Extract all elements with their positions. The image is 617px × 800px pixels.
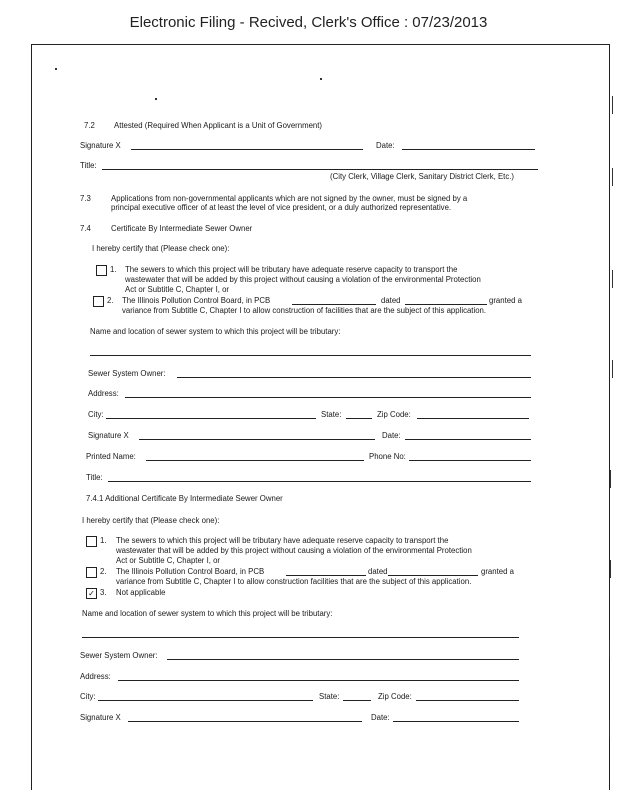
section-7-4-heading: Certificate By Intermediate Sewer Owner bbox=[111, 224, 253, 233]
section-7-3-text-line: principal executive officer of at least the level of vice president, or a duly authorized representative. bbox=[111, 203, 452, 212]
city-label: City: bbox=[80, 692, 96, 701]
certify-instruction: I hereby certify that (Please check one): bbox=[92, 244, 230, 253]
scan-mark bbox=[612, 270, 613, 288]
option-2-text: The Illinois Pollution Control Board, in PCB bbox=[116, 567, 265, 576]
date-line[interactable] bbox=[402, 149, 535, 150]
option-1-text-line: Act or Subtitle C, Chapter I, or bbox=[116, 556, 221, 565]
city-label: City: bbox=[88, 410, 104, 419]
option-3-checkbox[interactable]: ✓ bbox=[86, 588, 97, 599]
date-label: Date: bbox=[371, 713, 390, 722]
phone-label: Phone No: bbox=[369, 452, 406, 461]
option-1-number: 1. bbox=[110, 265, 117, 274]
pcb-date-line[interactable] bbox=[405, 304, 487, 305]
zip-line[interactable] bbox=[417, 418, 529, 419]
signature-label: Signature X bbox=[80, 141, 121, 150]
option-1-text-line: wastewater that will be added by this project without causing a violation of the environmental Protection bbox=[116, 546, 472, 555]
granted-label: granted a bbox=[489, 296, 522, 305]
scan-mark bbox=[612, 168, 613, 186]
option-2-text-line: variance from Subtitle C, Chapter I to allow construction of facilities that are the subject of this application. bbox=[122, 306, 487, 315]
zip-line[interactable] bbox=[416, 700, 519, 701]
sewer-owner-label: Sewer System Owner: bbox=[80, 651, 158, 660]
section-7-2-number: 7.2 bbox=[84, 121, 95, 130]
state-line[interactable] bbox=[343, 700, 371, 701]
pcb-number-line[interactable] bbox=[286, 575, 366, 576]
phone-line[interactable] bbox=[409, 460, 531, 461]
title-label: Title: bbox=[86, 473, 103, 482]
pcb-number-line[interactable] bbox=[292, 304, 376, 305]
option-2-number: 2. bbox=[100, 567, 107, 576]
section-7-2-heading: Attested (Required When Applicant is a Unit of Government) bbox=[114, 121, 323, 130]
option-2-checkbox[interactable] bbox=[86, 567, 97, 578]
date-label: Date: bbox=[382, 431, 401, 440]
signature-label: Signature X bbox=[80, 713, 121, 722]
name-location-line[interactable] bbox=[90, 355, 531, 356]
date-label: Date: bbox=[376, 141, 395, 150]
section-7-3-number: 7.3 bbox=[80, 194, 91, 203]
date-line[interactable] bbox=[393, 721, 519, 722]
option-2-text-line: variance from Subtitle C, Chapter I to allow construction facilities that are the subject of this application. bbox=[116, 577, 472, 586]
title-note: (City Clerk, Village Clerk, Sanitary District Clerk, Etc.) bbox=[330, 172, 514, 181]
option-1-text-line: Act or Subtitle C, Chapter I, or bbox=[125, 285, 230, 294]
option-1-text-line: The sewers to which this project will be tributary have adequate reserve capacity to transport the bbox=[125, 265, 458, 274]
section-7-3-text-line: Applications from non-governmental applicants which are not signed by the owner, must be signed by a bbox=[111, 194, 468, 203]
address-label: Address: bbox=[80, 672, 111, 681]
scan-mark bbox=[612, 360, 613, 378]
option-2-text: The Illinois Pollution Control Board, in PCB bbox=[122, 296, 271, 305]
pcb-date-line[interactable] bbox=[388, 575, 478, 576]
option-2-checkbox[interactable] bbox=[93, 296, 104, 307]
option-1-number: 1. bbox=[100, 536, 107, 545]
name-location-label: Name and location of sewer system to which this project will be tributary: bbox=[90, 327, 341, 336]
scan-speck bbox=[55, 68, 57, 70]
option-1-checkbox[interactable] bbox=[86, 536, 97, 547]
scan-mark bbox=[609, 640, 610, 658]
scan-mark bbox=[612, 96, 613, 114]
scan-speck bbox=[155, 98, 157, 100]
dated-label: dated bbox=[368, 567, 388, 576]
zip-label: Zip Code: bbox=[377, 410, 411, 419]
scan-mark bbox=[610, 470, 611, 488]
address-line[interactable] bbox=[125, 397, 531, 398]
state-label: State: bbox=[321, 410, 342, 419]
title-label: Title: bbox=[80, 161, 97, 170]
city-line[interactable] bbox=[98, 700, 313, 701]
printed-name-line[interactable] bbox=[146, 460, 364, 461]
signature-line[interactable] bbox=[128, 721, 362, 722]
city-line[interactable] bbox=[106, 418, 316, 419]
certify-instruction: I hereby certify that (Please check one): bbox=[82, 516, 220, 525]
section-7-4-number: 7.4 bbox=[80, 224, 91, 233]
scan-mark bbox=[610, 560, 611, 578]
state-label: State: bbox=[319, 692, 340, 701]
dated-label: dated bbox=[381, 296, 401, 305]
option-3-text: Not applicable bbox=[116, 588, 166, 597]
printed-name-label: Printed Name: bbox=[86, 452, 136, 461]
signature-line[interactable] bbox=[139, 439, 375, 440]
signature-label: Signature X bbox=[88, 431, 129, 440]
scan-mark bbox=[609, 720, 610, 738]
sewer-owner-label: Sewer System Owner: bbox=[88, 369, 166, 378]
scan-speck bbox=[320, 78, 322, 80]
option-2-number: 2. bbox=[107, 296, 114, 305]
name-location-line[interactable] bbox=[82, 637, 519, 638]
sewer-owner-line[interactable] bbox=[167, 659, 519, 660]
section-7-4-1-heading: 7.4.1 Additional Certificate By Intermediate Sewer Owner bbox=[86, 494, 283, 503]
signature-line[interactable] bbox=[131, 149, 363, 150]
option-1-checkbox[interactable] bbox=[96, 265, 107, 276]
address-label: Address: bbox=[88, 389, 119, 398]
filing-stamp-header: Electronic Filing - Recived, Clerk's Office : 07/23/2013 bbox=[129, 14, 488, 31]
option-1-text-line: wastewater that will be added by this project without causing a violation of the environmental Protection bbox=[125, 275, 481, 284]
title-line[interactable] bbox=[102, 169, 538, 170]
state-line[interactable] bbox=[346, 418, 372, 419]
name-location-label: Name and location of sewer system to which this project will be tributary: bbox=[82, 609, 333, 618]
option-1-text-line: The sewers to which this project will be tributary have adequate reserve capacity to transport the bbox=[116, 536, 449, 545]
title-line[interactable] bbox=[108, 481, 531, 482]
address-line[interactable] bbox=[118, 680, 519, 681]
date-line[interactable] bbox=[405, 439, 531, 440]
sewer-owner-line[interactable] bbox=[177, 377, 531, 378]
zip-label: Zip Code: bbox=[378, 692, 412, 701]
option-3-number: 3. bbox=[100, 588, 107, 597]
granted-label: granted a bbox=[481, 567, 514, 576]
